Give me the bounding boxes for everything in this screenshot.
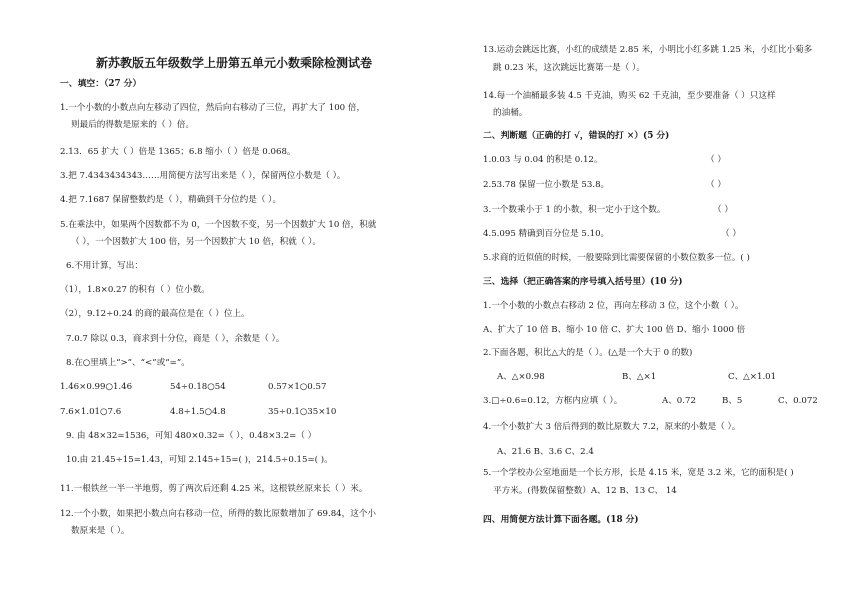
question-line: 5.在乘法中，如果两个因数都不为 0，一个因数不变，另一个因数扩大 10 倍，积就	[60, 220, 377, 230]
question-line: 9. 由 48×32=1536，可知 480×0.32=（ ），0.48×3.2=（ ）	[66, 431, 317, 441]
question-line: B、△×1	[622, 372, 657, 382]
question-line: （2），9.12÷0.24 的商的最高位是在（ ）位上。	[60, 309, 250, 319]
question-line: 跳 0.23 米，这次跳远比赛第一是（ ）。	[493, 63, 645, 73]
question-line: （1），1.8×0.27 的积有（ ）位小数。	[60, 285, 210, 295]
question-line: 7.0.7 除以 0.3，商求到十分位，商是（ ），余数是（ ）。	[66, 334, 285, 344]
question-line: 则最后的得数是原来的（ ）倍。	[71, 120, 195, 130]
question-line: 5.一个学校办公室地面是一个长方形，长是 4.15 米，宽是 3.2 米，它的面积是( )	[483, 468, 794, 478]
question-line: 3.把 7.4343434343……用简便方法写出来是（ ），保留两位小数是（ ）。	[60, 171, 346, 181]
section-heading: 四、用简便方法计算下面各题。(18 分)	[483, 515, 639, 525]
question-line: （ ），一个因数扩大 100 倍，另一个因数扩大 10 倍，积就（ ）。	[71, 237, 321, 247]
question-line: 的油桶。	[493, 108, 528, 118]
question-line: 2.下面各题，积比△大的是（ ）。(△是一个大于 0 的数)	[483, 348, 693, 358]
question-line: 11.一根铁丝一半一半地剪，剪了两次后还剩 4.25 米，这根铁丝原来长（ ）米。	[60, 484, 368, 494]
question-line: 4.8÷1.5○4.8	[170, 407, 226, 417]
right-column	[445, 0, 860, 589]
question-line: （ ）	[713, 205, 733, 215]
question-line: 8.在○里填上“>”、“<”或“=”。	[66, 358, 190, 368]
question-line: 1.46×0.99○1.46	[60, 382, 133, 392]
question-line: 13.运动会跳远比赛，小红的成绩是 2.85 米，小明比小红多跳 1.25 米，小红比小菊多	[483, 45, 813, 55]
page-title: 新苏教版五年级数学上册第五单元小数乘除检测试卷	[96, 56, 373, 70]
question-line: 数原来是（ ）。	[71, 526, 130, 536]
question-line: 4.把 7.1687 保留整数约是（ ），精确到千分位约是（ ）。	[60, 195, 282, 205]
question-line: （ ）	[706, 155, 726, 165]
question-line: 10.由 21.45÷15=1.43，可知 2.145÷15=( )，214.5÷0.15=( )。	[66, 455, 333, 465]
question-line: B、5	[722, 396, 743, 406]
question-line: 4.5.095 精确到百分位是 5.10。	[483, 229, 610, 239]
question-line: 14.每一个油桶最多装 4.5 千克油，购买 62 千克油，至少要准备（ ）只这样	[483, 91, 776, 101]
question-line: 2.13．65 扩大（ ）倍是 1365；6.8 缩小（ ）倍是 0.068。	[60, 147, 296, 157]
question-line: 5.求商的近似值的时候，一般要除到比需要保留的小数位数多一位。( )	[483, 253, 750, 263]
question-line: 12.一个小数，如果把小数点向右移动一位，所得的数比原数增加了 69.84，这个小	[60, 509, 377, 519]
question-line: （ ）	[706, 180, 726, 190]
question-line: 35÷0.1○35×10	[268, 407, 337, 417]
question-line: 1.0.03 与 0.04 的积是 0.12。	[483, 155, 603, 165]
question-line: 平方米。(得数保留整数）A、12 B、13 C、 14	[493, 486, 677, 496]
question-line: 6.不用计算，写出：	[66, 261, 143, 271]
question-line: 3.□÷0.6=0.12，方框内应填（ ）。	[483, 396, 623, 406]
question-line: 3.一个数乘小于 1 的小数，积一定小于这个数。	[483, 205, 666, 215]
question-line: A、△×0.98	[497, 372, 545, 382]
question-line: 1.一个小数的小数点右移动 2 位，再向左移动 3 位，这个小数（ ）。	[483, 301, 744, 311]
question-line: C、0.072	[778, 396, 818, 406]
question-line: 4.一个小数扩大 3 倍后得到的数比原数大 7.2，原来的小数是（ ）。	[483, 422, 741, 432]
section-heading: 一、填空：（27 分）	[60, 79, 142, 89]
question-line: 0.57×1○0.57	[268, 382, 327, 392]
section-heading: 二、判断题（正确的打 √，错误的打 ×）(5 分)	[483, 131, 670, 141]
question-line: 2.53.78 保留一位小数是 53.8。	[483, 180, 610, 190]
question-line: （ ）	[721, 229, 741, 239]
question-line: C、△×1.01	[728, 372, 777, 382]
question-line: A、扩大了 10 倍 B、缩小 10 倍 C、扩大 100 倍 D、缩小 1000 倍	[483, 325, 746, 335]
question-line: A、21.6 B、3.6 C、2.4	[497, 447, 594, 457]
question-line: 54÷0.18○54	[170, 382, 226, 392]
question-line: 1.一个小数的小数点向左移动了四位，然后向右移动了三位，再扩大了 100 倍，	[60, 103, 366, 113]
section-heading: 三、选择（把正确答案的序号填入括号里）(10 分)	[483, 277, 683, 287]
question-line: 7.6×1.01○7.6	[60, 407, 122, 417]
question-line: A、0.72	[662, 396, 696, 406]
